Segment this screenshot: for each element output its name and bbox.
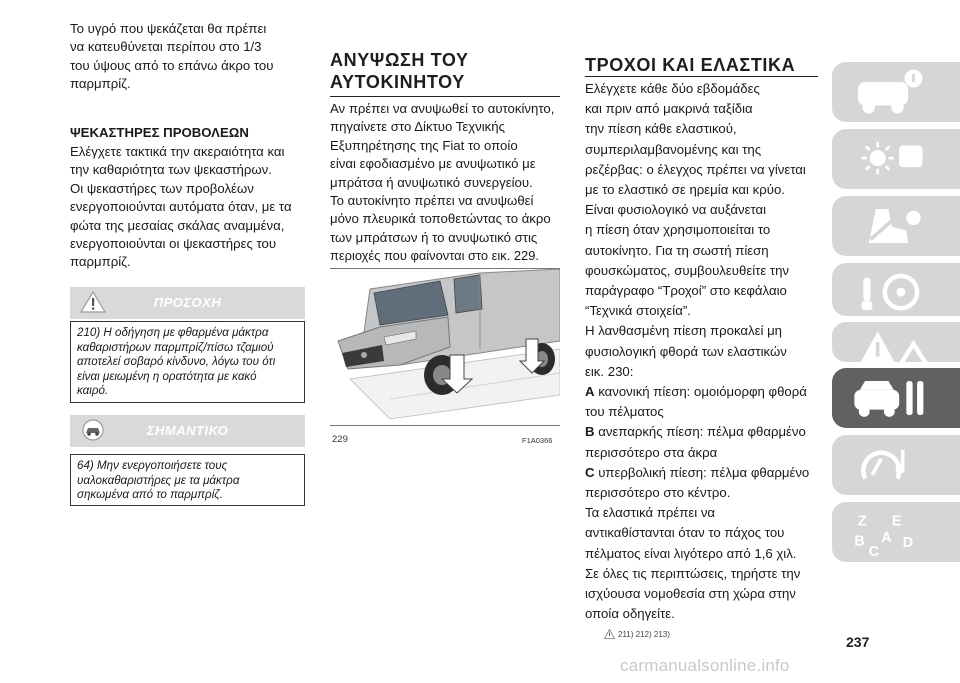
- chapter-tab[interactable]: [832, 502, 960, 562]
- body-line-text: την πίεση κάθε ελαστικού,: [585, 121, 737, 137]
- body-line-text: Η λανθασμένη πίεση προκαλεί μη: [585, 323, 783, 339]
- body-line: [585, 282, 787, 300]
- body-line: [585, 181, 785, 199]
- warning-line: καιρό.: [77, 384, 109, 398]
- title-rule: [330, 96, 560, 97]
- chapter-tab[interactable]: [832, 368, 960, 428]
- warning-box: [70, 321, 305, 403]
- body-line: [585, 464, 809, 482]
- body-line: [585, 262, 789, 280]
- body-line: Αν πρέπει να ανυψωθεί το αυτοκίνητο,: [330, 101, 555, 116]
- body-line-text: εικ. 230:: [585, 363, 634, 379]
- body-line-text: αντικαθίστανται όταν το πάχος του: [585, 525, 785, 541]
- body-line: [585, 221, 770, 239]
- watermark: carmanualsonline.info: [620, 656, 790, 675]
- body-line-text: Σε όλες τις περιπτώσεις, τηρήστε την: [585, 565, 801, 581]
- body-line: [585, 403, 664, 421]
- chapter-tab[interactable]: [832, 129, 960, 189]
- body-line: [585, 444, 717, 462]
- body-line: [585, 201, 766, 219]
- body-line-text: αυτοκίνητο. Για τη σωστή πίεση: [585, 242, 769, 258]
- body-line: [585, 545, 796, 563]
- page-number: 237: [846, 634, 870, 650]
- warning-label: ΠΡΟΣΟΧΗ: [153, 295, 222, 310]
- warning-ref-icon: [604, 629, 615, 641]
- body-line-text: φυσιολογική φθορά των ελαστικών: [585, 343, 787, 359]
- body-line: [585, 383, 807, 401]
- references: [604, 629, 670, 641]
- body-line-text: η πίεση όταν χρησιμοποιείται το: [585, 222, 771, 238]
- section-title-lifting-2: ΑΥΤΟΚΙΝΗΤΟΥ: [330, 72, 465, 92]
- section-heading-headlight-washers: ΨΕΚΑΣΤΗΡΕΣ ΠΡΟΒΟΛΕΩΝ: [70, 125, 249, 140]
- svg-text:D: D: [902, 535, 914, 552]
- important-line: 64) Μην ενεργοποιήσετε τους: [77, 459, 228, 472]
- body-line-text: κανονική πίεση: ομοιόμορφη φθορά: [594, 384, 807, 399]
- body-line: [585, 484, 730, 502]
- chapter-tab[interactable]: [832, 62, 960, 122]
- chapter-tab[interactable]: [832, 322, 960, 362]
- body-line: φώτα της μεσαίας σκάλας αναμμένα,: [70, 217, 285, 233]
- warning-line: καθαριστήρων παρμπρίζ/πίσω τζαμιού: [77, 340, 274, 354]
- body-line: [585, 100, 753, 118]
- section-title-wheels-tyres: ΤΡΟΧΟΙ ΚΑΙ ΕΛΑΣΤΙΚΑ: [585, 55, 796, 75]
- body-line: ενεργοποιούνται αυτόματα όταν, με τα: [70, 199, 292, 215]
- chapter-tab[interactable]: [832, 435, 960, 495]
- body-line: Ελέγχετε τακτικά την ακεραιότητα και: [70, 144, 285, 159]
- body-line-text: ισχύουσα νομοθεσία στη χώρα στην: [585, 586, 796, 601]
- body-line: [585, 242, 769, 260]
- svg-text:Z: Z: [857, 513, 867, 530]
- body-line: την καθαριότητα των ψεκαστήρων.: [70, 162, 272, 178]
- body-line-text: και πριν από μακρινά ταξίδια: [585, 101, 753, 117]
- body-line: [585, 524, 784, 542]
- body-line: να κατευθύνεται περίπου στο 1/3: [70, 39, 262, 55]
- van-illustration: [330, 269, 560, 425]
- svg-text:E: E: [892, 513, 902, 530]
- body-line: [585, 605, 675, 623]
- body-line: Εξυπηρέτησης της Fiat το οποίο: [330, 137, 518, 153]
- body-line-text: οποία οδηγείτε.: [585, 606, 675, 622]
- section-title-lifting: ΑΝΥΨΩΣΗ ΤΟΥ: [330, 50, 469, 70]
- body-line-text: Είναι φυσιολογικό να αυξάνεται: [585, 202, 767, 218]
- body-line-text: συμπεριλαμβανομένης και της: [585, 141, 762, 157]
- body-line-text: πέλματος είναι λιγότερο από 1,6 χιλ.: [585, 545, 797, 561]
- body-line-text: περισσότερο στα άκρα: [585, 444, 718, 460]
- body-line: [585, 363, 633, 381]
- van-lifting-figure: [330, 268, 560, 426]
- body-line-text: ανεπαρκής πίεση: πέλμα φθαρμένο: [594, 424, 806, 440]
- body-line: [585, 302, 691, 320]
- body-line-text: του πέλματος: [585, 404, 664, 420]
- body-line: [585, 161, 806, 179]
- body-line: Το αυτοκίνητο πρέπει να ανυψωθεί: [330, 193, 534, 208]
- svg-text:B: B: [854, 533, 865, 550]
- body-line-text: με το ελαστικό σε ηρεμία και κρύο.: [585, 182, 785, 197]
- tyre-condition-letter: B: [585, 424, 595, 440]
- body-line: [585, 565, 800, 583]
- body-line: είναι εφοδιασμένο με ανυψωτικό με: [330, 156, 536, 172]
- body-line: [585, 80, 760, 98]
- title-rule: [585, 76, 818, 77]
- svg-text:C: C: [868, 544, 880, 558]
- warning-banner: [70, 287, 305, 319]
- important-line: σηκωμένα από το παρμπρίζ.: [77, 488, 223, 502]
- body-line: παρμπρίζ.: [70, 254, 131, 270]
- body-line-text: υπερβολική πίεση: πέλμα φθαρμένο: [594, 464, 810, 480]
- body-line: Το υγρό που ψεκάζεται θα πρέπει: [70, 21, 267, 36]
- body-line-text: ρεζέρβας: ο έλεγχος πρέπει να γίνεται: [585, 161, 806, 177]
- body-line: [585, 585, 796, 603]
- body-line-text: φουσκώματος, συμβουλευθείτε την: [585, 262, 790, 278]
- body-line: περιοχές που φαίνονται στο εικ. 229.: [330, 248, 539, 264]
- chapter-tab[interactable]: [832, 263, 960, 316]
- figure-number: 229: [332, 434, 348, 445]
- body-line: [585, 141, 761, 159]
- body-line: [585, 504, 715, 522]
- body-line-text: “Τεχνικά στοιχεία”.: [585, 303, 691, 319]
- figure-code: F1A0366: [522, 436, 553, 445]
- body-line: ενεργοποιούνται οι ψεκαστήρες του: [70, 236, 277, 251]
- important-box: [70, 454, 305, 506]
- body-line: παρμπρίζ.: [70, 76, 131, 92]
- important-line: υαλοκαθαριστήρες με τα μάκτρα: [77, 473, 240, 487]
- body-line-text: Τα ελαστικά πρέπει να: [585, 505, 716, 521]
- chapter-tab[interactable]: [832, 196, 960, 256]
- body-line: [585, 343, 787, 361]
- body-line-text: περισσότερο στο κέντρο.: [585, 485, 731, 500]
- body-line: μόνο πλευρικά τοποθετώντας το άκρο: [330, 211, 551, 227]
- important-banner: [70, 415, 305, 447]
- reference-numbers: 211) 212) 213): [618, 630, 670, 640]
- svg-text:A: A: [881, 529, 892, 546]
- tyre-condition-letter: A: [585, 384, 595, 399]
- body-line: μπράτσα ή ανυψωτικό συνεργείου.: [330, 174, 533, 190]
- body-line-text: παράγραφο “Τροχοί” στο κεφάλαιο: [585, 283, 787, 298]
- body-line: [585, 120, 737, 138]
- warning-line: αποτελεί σοβαρό κίνδυνο, λόγω του ότι: [77, 355, 276, 369]
- body-line: του ύψους από το επάνω άκρο του: [70, 57, 274, 73]
- body-line: [585, 322, 782, 340]
- warning-line: 210) Η οδήγηση με φθαρμένα μάκτρα: [77, 326, 269, 339]
- body-line: πηγαίνετε στο Δίκτυο Τεχνικής: [330, 119, 505, 135]
- body-line: των μπράτσων ή το ανυψωτικό στις: [330, 229, 538, 245]
- tyre-condition-letter: C: [585, 464, 595, 480]
- important-label: ΣΗΜΑΝΤΙΚΟ: [146, 423, 229, 438]
- body-line: Οι ψεκαστήρες των προβολέων: [70, 180, 254, 196]
- body-line: [585, 423, 806, 441]
- warning-line: είναι μειωμένη η ορατότητα με κακό: [77, 369, 257, 383]
- body-line-text: Ελέγχετε κάθε δύο εβδομάδες: [585, 81, 760, 96]
